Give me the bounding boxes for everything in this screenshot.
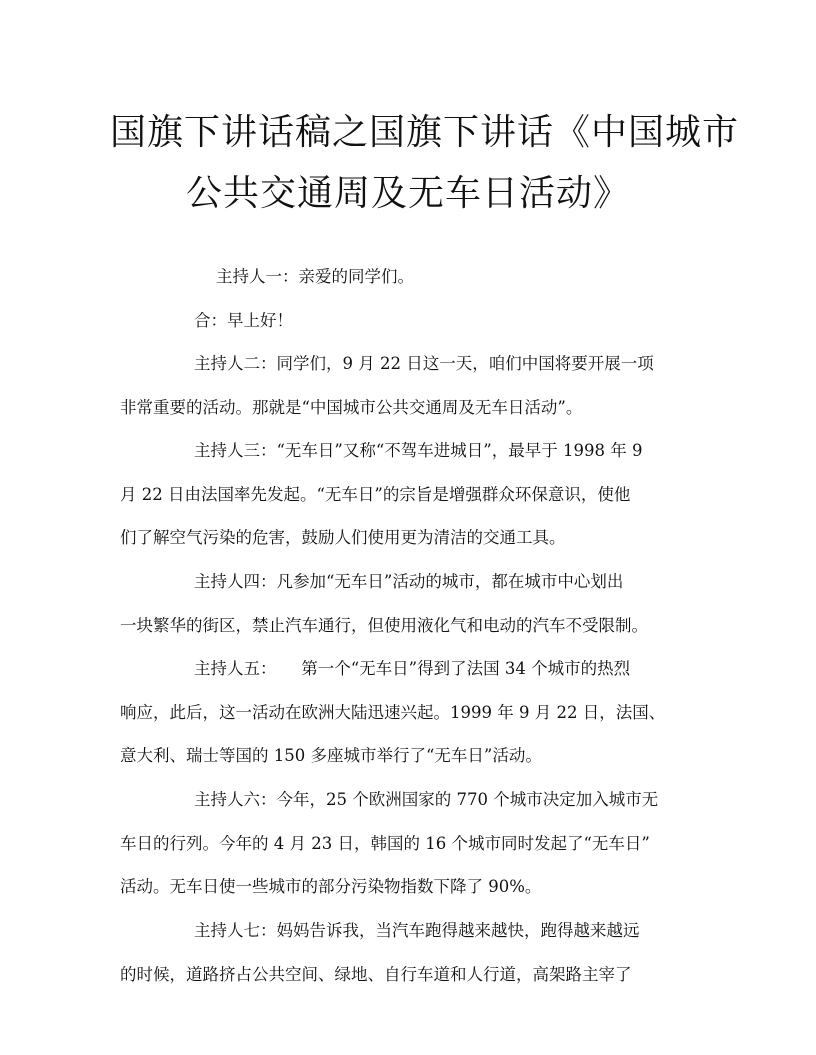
paragraph-together (120, 299, 700, 343)
paragraph-host-5 (120, 647, 700, 778)
paragraph-host-4 (120, 560, 700, 647)
text-line: 月 22 日由法国率先发起。“无车日”的宗旨是增强群众环保意识，使他 (120, 484, 631, 504)
text-line: 一块繁华的街区，禁止汽车通行，但使用液化气和电动的汽车不受限制。 (120, 615, 648, 635)
paragraph-host-3 (120, 429, 700, 560)
text-line: 合：早上好！ (194, 311, 293, 330)
text-line: 的时候，道路挤占公共空间、绿地、自行车道和人行道，高架路主宰了 (120, 964, 632, 984)
text-line: 非常重要的活动。那就是“中国城市公共交通周及无车日活动”。 (120, 397, 583, 417)
paragraph-host-2 (120, 342, 700, 429)
text-line: 主持人二：同学们，9 月 22 日这一天，咱们中国将要开展一项 (194, 354, 654, 373)
paragraph-host-1 (120, 255, 700, 299)
paragraph-host-6 (120, 778, 700, 909)
text-line: 主持人七：妈妈告诉我，当汽车跑得越来越快，跑得越来越远 (194, 921, 640, 940)
text-line: 响应，此后，这一活动在欧洲大陆迅速兴起。1999 年 9 月 22 日，法国、 (120, 702, 666, 722)
text-line: 主持人五： 第一个“无车日”得到了法国 34 个城市的热烈 (194, 659, 631, 678)
document-title-line-2: 公共交通周及无车日活动》 (185, 173, 630, 214)
document-title-line-1: 国旗下讲话稿之国旗下讲话《中国城市 (110, 112, 740, 153)
text-line: 主持人四：凡参加“无车日”活动的城市，都在城市中心划出 (194, 572, 624, 591)
text-line: 活动。无车日使一些城市的部分污染物指数下降了 90%。 (120, 877, 542, 896)
paragraph-host-7 (120, 909, 700, 996)
text-line: 车日的行列。今年的 4 月 23 日，韩国的 16 个城市同时发起了“无车日” (120, 833, 650, 853)
text-line: 主持人一：亲爱的同学们。 (216, 267, 414, 286)
text-line: 们了解空气污染的危害，鼓励人们使用更为清洁的交通工具。 (120, 528, 566, 547)
text-line: 意大利、瑞士等国的 150 多座城市举行了“无车日”活动。 (120, 746, 542, 765)
text-line: 主持人三：“无车日”又称“不驾车进城日”，最早于 1998 年 9 (194, 441, 643, 460)
text-line: 主持人六：今年，25 个欧洲国家的 770 个城市决定加入城市无 (194, 790, 659, 809)
